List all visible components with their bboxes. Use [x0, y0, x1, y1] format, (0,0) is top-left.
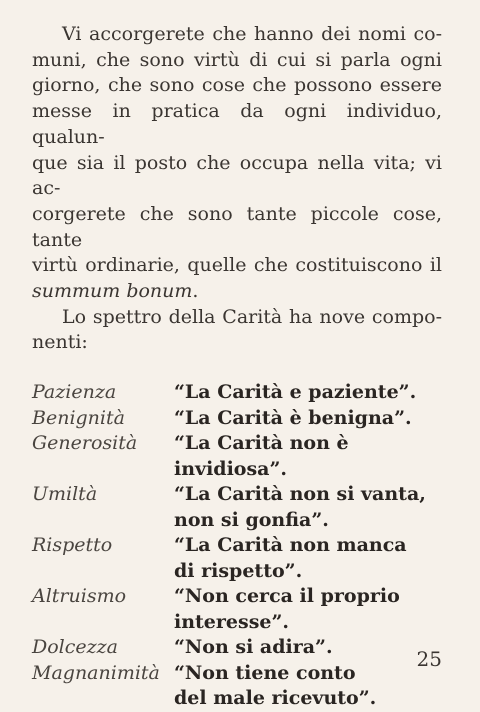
text-line: virtù ordinarie, quelle che costituiscono il — [32, 254, 442, 277]
text-line: Vi accorgerete che hanno dei nomi co- — [62, 23, 442, 45]
component-term: Benignità — [32, 406, 125, 429]
list-item — [32, 533, 442, 584]
paragraph-1 — [32, 22, 442, 305]
definition-line: “Non cerca il proprio — [174, 585, 400, 608]
list-item — [32, 482, 442, 533]
component-term: Generosità — [32, 432, 138, 455]
component-definition — [174, 431, 349, 482]
definition-line: “La Carità e paziente”. — [174, 381, 417, 404]
definition-line: “Non si adira”. — [174, 636, 333, 659]
text-line-last — [32, 279, 442, 305]
component-term: Pazienza — [32, 381, 117, 404]
book-page — [32, 22, 442, 712]
definition-line: di rispetto”. — [174, 559, 303, 582]
component-definition — [174, 584, 400, 635]
list-item — [32, 635, 442, 661]
text-line: nenti: — [32, 331, 88, 354]
text-line: corgerete che sono tante piccole cose, tante — [32, 202, 442, 251]
text-line: que sia il posto che occupa nella vita; vi ac- — [32, 151, 442, 200]
text-line: muni, che sono virtù di cui si parla ogni — [32, 48, 442, 71]
text-line: Lo spettro della Carità ha nove compo- — [62, 305, 442, 328]
component-term: Rispetto — [32, 534, 113, 557]
definition-line: interesse”. — [174, 610, 290, 633]
definition-line: non si gonfia”. — [174, 508, 329, 531]
list-item — [32, 380, 442, 406]
component-term: Altruismo — [32, 585, 127, 608]
page-number: 25 — [416, 647, 442, 671]
latin-phrase: summum bonum — [32, 280, 193, 303]
component-definition — [174, 635, 333, 661]
definition-line: “La Carità non è — [174, 432, 349, 455]
text-line: messe in pratica da ogni individuo, qualun- — [32, 100, 442, 148]
list-item — [32, 406, 442, 432]
component-term: Magnanimità — [32, 661, 160, 684]
paragraph-2 — [32, 305, 442, 356]
definition-line: “La Carità non manca — [174, 534, 407, 557]
period: . — [192, 280, 199, 303]
definition-line: “La Carità è benigna”. — [174, 406, 412, 429]
definition-line: invidiosa”. — [174, 457, 288, 480]
component-definition — [174, 482, 426, 533]
text-line: giorno, che sono cose che possono essere — [32, 74, 442, 97]
definition-line: “La Carità non si vanta, — [174, 483, 426, 506]
component-definition — [174, 533, 407, 584]
definition-line: “Non tiene conto — [174, 661, 356, 684]
definition-line: del male ricevuto”. — [174, 687, 377, 710]
list-item — [32, 431, 442, 482]
component-term: Umiltà — [32, 483, 98, 506]
component-term: Dolcezza — [32, 636, 118, 659]
component-definition — [174, 661, 376, 712]
component-definition — [174, 406, 412, 432]
components-list — [32, 380, 442, 712]
component-definition — [174, 380, 416, 406]
list-item — [32, 584, 442, 635]
list-item — [32, 661, 442, 712]
